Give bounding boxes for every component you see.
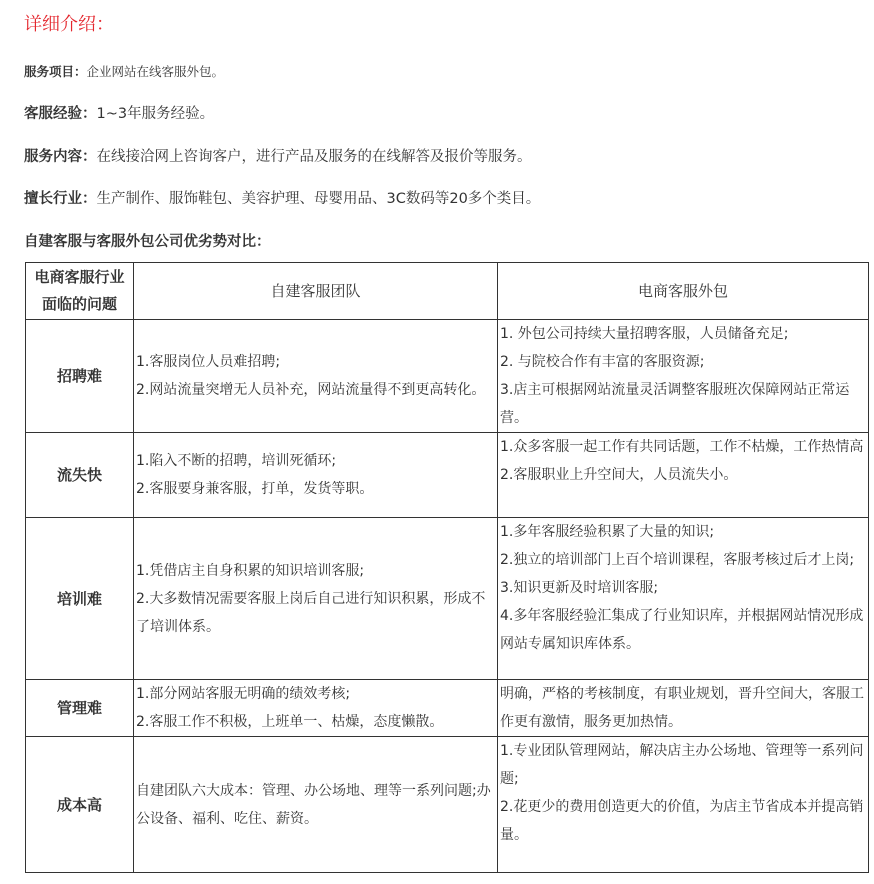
info-label: 擅长行业：	[24, 191, 97, 207]
table-row	[26, 320, 869, 433]
outsource-cell	[498, 737, 869, 873]
info-label: 服务内容：	[24, 149, 97, 165]
cell-line: 3.知识更新及时培训客服;	[500, 580, 659, 596]
info-label: 服务项目：	[24, 64, 87, 79]
issue-cell: 培训难	[26, 518, 134, 680]
cell-line: 2.客服工作不积极，上班单一、枯燥，态度懒散。	[136, 714, 444, 730]
table-header-row	[26, 263, 869, 320]
outsource-cell	[498, 320, 869, 433]
cell-line: 1.众多客服一起工作有共同话题，工作不枯燥，工作热情高	[500, 439, 864, 455]
header-issue: 电商客服行业面临的问题	[26, 263, 134, 320]
info-value: 在线接洽网上咨询客户，进行产品及服务的在线解答及报价等服务。	[96, 149, 532, 165]
cell-line: 2.客服要身兼客服，打单，发货等职。	[136, 481, 374, 497]
self-cell	[134, 680, 498, 737]
table-row	[26, 518, 869, 680]
info-experience	[24, 102, 214, 123]
cell-line: 2. 与院校合作有丰富的客服资源;	[500, 354, 705, 370]
compare-title: 自建客服与客服外包公司优劣势对比：	[24, 234, 271, 250]
info-value: 生产制作、服饰鞋包、美容护理、母婴用品、3C数码等20多个类目。	[96, 191, 541, 207]
cell-line: 2.独立的培训部门上百个培训课程，客服考核过后才上岗;	[500, 552, 855, 568]
cell-line: 1.陷入不断的招聘，培训死循环;	[136, 453, 337, 469]
self-cell	[134, 320, 498, 433]
cell-line: 1.多年客服经验积累了大量的知识;	[500, 524, 715, 540]
self-cell	[134, 433, 498, 518]
issue-cell: 招聘难	[26, 320, 134, 433]
outsource-cell	[498, 518, 869, 680]
cell-line: 2.大多数情况需要客服上岗后自己进行知识积累，形成不了培训体系。	[136, 590, 486, 635]
issue-cell: 成本高	[26, 737, 134, 873]
header-self: 自建客服团队	[134, 263, 498, 320]
cell-line: 1. 外包公司持续大量招聘客服，人员储备充足;	[500, 326, 789, 342]
issue-cell: 管理难	[26, 680, 134, 737]
cell-line: 自建团队六大成本：管理、办公场地、理等一系列问题;办公设备、福利、吃住、薪资。	[136, 782, 491, 827]
cell-line: 1.专业团队管理网站，解决店主办公场地、管理等一系列问题;	[500, 743, 864, 787]
cell-line: 4.多年客服经验汇集成了行业知识库，并根据网站情况形成网站专属知识库体系。	[500, 608, 864, 652]
header-outsource: 电商客服外包	[498, 263, 869, 320]
cell-line: 1.部分网站客服无明确的绩效考核;	[136, 686, 351, 702]
table-row	[26, 433, 869, 518]
section-title: 详细介绍：	[24, 14, 114, 35]
table-row	[26, 737, 869, 873]
comparison-table	[25, 262, 869, 873]
table-row	[26, 680, 869, 737]
outsource-cell	[498, 680, 869, 737]
cell-line: 2.网站流量突增无人员补充，网站流量得不到更高转化。	[136, 382, 486, 398]
cell-line: 1.客服岗位人员难招聘;	[136, 354, 281, 370]
info-label: 客服经验：	[24, 106, 97, 122]
issue-cell: 流失快	[26, 433, 134, 518]
info-industry	[24, 187, 540, 208]
cell-line: 明确，严格的考核制度，有职业规划，晋升空间大，客服工作更有激情，服务更加热情。	[500, 686, 864, 730]
info-value: 1~3年服务经验。	[96, 106, 215, 122]
info-content	[24, 145, 532, 166]
outsource-cell	[498, 433, 869, 518]
info-value: 企业网站在线客服外包。	[86, 64, 225, 79]
cell-line: 1.凭借店主自身积累的知识培训客服;	[136, 562, 365, 579]
cell-line: 2.花更少的费用创造更大的价值，为店主节省成本并提高销量。	[500, 799, 864, 843]
cell-line: 3.店主可根据网站流量灵活调整客服班次保障网站正常运营。	[500, 382, 850, 426]
info-service-item	[24, 62, 224, 80]
self-cell	[134, 518, 498, 680]
self-cell	[134, 737, 498, 873]
cell-line: 2.客服职业上升空间大，人员流失小。	[500, 467, 738, 483]
